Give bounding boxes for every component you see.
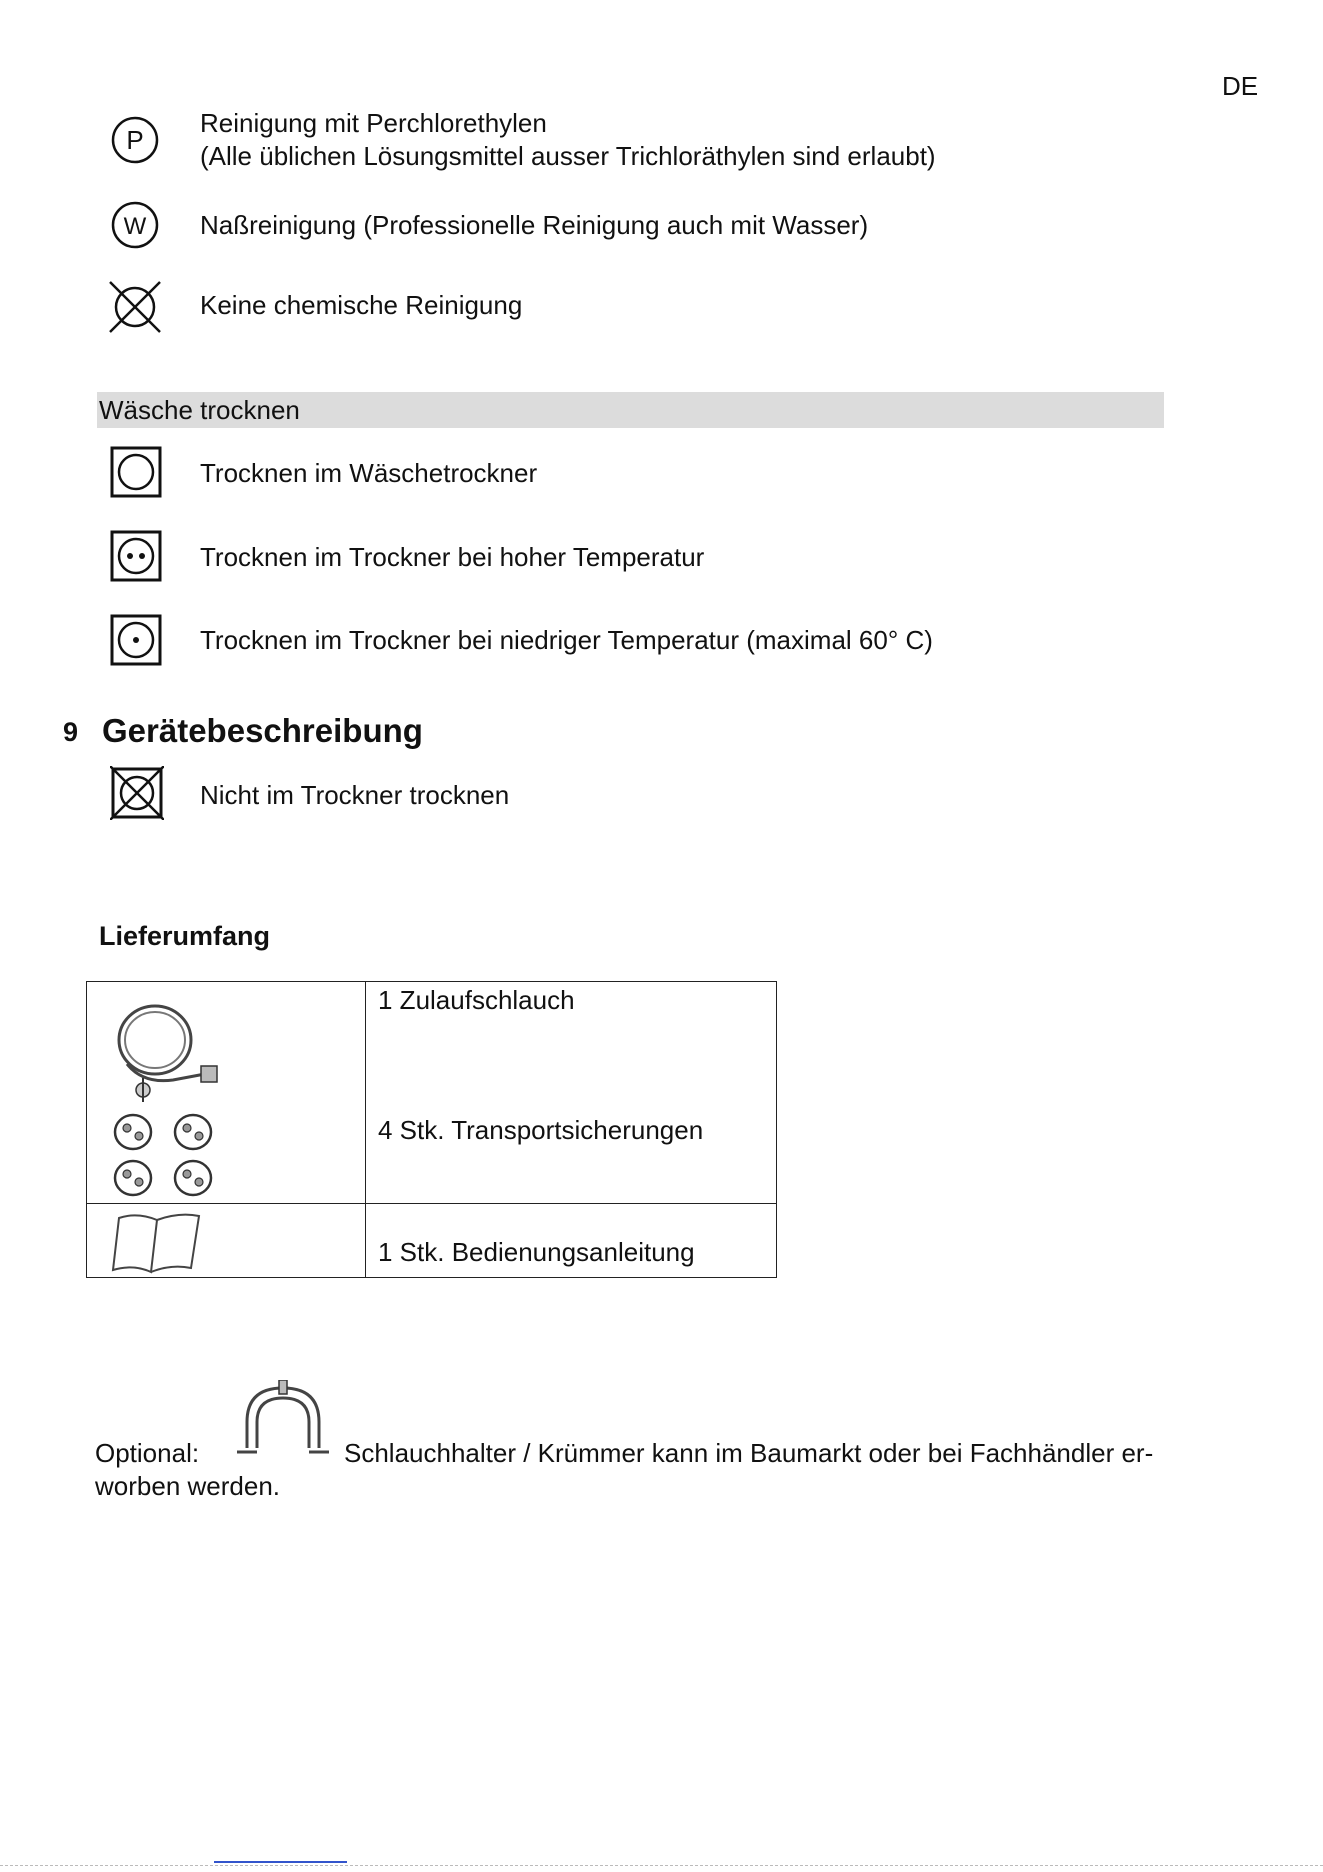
delivery-text-cell	[366, 982, 777, 1204]
delivery-table	[86, 981, 777, 1278]
no-tumble-dry-label: Nicht im Trockner trocknen	[200, 780, 510, 810]
delivery-text-cell	[366, 1204, 777, 1278]
tumble-dry-label: Trocknen im Wäschetrockner	[200, 458, 538, 488]
optional-label: Optional:	[95, 1438, 200, 1468]
cleaning-p-line2: (Alle üblichen Lösungsmittel ausser Trichloräthylen sind erlaubt)	[200, 141, 936, 171]
delivery-heading: Lieferumfang	[99, 921, 271, 951]
section-title: Gerätebeschreibung	[102, 712, 423, 749]
tumble-dry-low-icon	[110, 614, 162, 666]
optional-text-line2: worben werden.	[95, 1471, 280, 1501]
cleaning-p-line1: Reinigung mit Perchlorethylen	[200, 108, 547, 138]
manual-book-icon	[107, 1210, 211, 1274]
dry-clean-p-icon	[108, 113, 162, 167]
delivery-item-manual: 1 Stk. Bedienungsanleitung	[378, 1237, 695, 1267]
optional-text-line1: Schlauchhalter / Krümmer kann im Baumarkt oder bei Fachhändler er-	[344, 1438, 1154, 1468]
delivery-item-hose: 1 Zulaufschlauch	[378, 985, 575, 1015]
cleaning-w-label: Naßreinigung (Professionelle Reinigung auch mit Wasser)	[200, 210, 869, 240]
table-row	[87, 982, 777, 1204]
cleaning-none-label: Keine chemische Reinigung	[200, 290, 523, 320]
drying-heading-band	[97, 392, 1164, 428]
tumble-dry-icon	[110, 446, 162, 498]
transport-lock-icon	[111, 1112, 221, 1200]
tumble-dry-high-icon	[110, 530, 162, 582]
svg-text:P: P	[126, 125, 144, 155]
hose-holder-icon	[235, 1380, 331, 1460]
no-dry-clean-icon	[108, 280, 162, 334]
drying-heading: Wäsche trocknen	[99, 395, 300, 425]
table-row	[87, 1204, 777, 1278]
language-code: DE	[1222, 71, 1259, 101]
delivery-pic-cell	[87, 982, 366, 1204]
wet-clean-w-icon	[108, 198, 162, 252]
page-bottom-rule	[0, 1865, 1323, 1866]
footer-link-underline	[214, 1861, 347, 1863]
no-tumble-dry-icon	[110, 766, 164, 820]
delivery-item-locks: 4 Stk. Transportsicherungen	[378, 1115, 704, 1145]
tumble-dry-high-label: Trocknen im Trockner bei hoher Temperatur	[200, 542, 705, 572]
inlet-hose-icon	[113, 996, 223, 1108]
section-number: 9	[63, 717, 79, 747]
delivery-pic-cell	[87, 1204, 366, 1278]
svg-text:W: W	[123, 213, 147, 240]
tumble-dry-low-label: Trocknen im Trockner bei niedriger Temperatur (maximal 60° C)	[200, 625, 933, 655]
